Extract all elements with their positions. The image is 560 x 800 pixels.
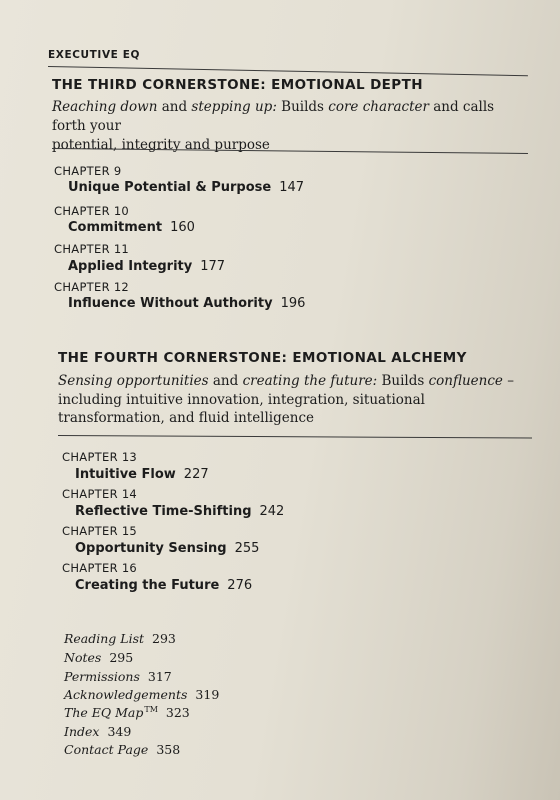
chapter-entry: Opportunity Sensing 255	[75, 541, 260, 556]
chapter-entry: Applied Integrity 177	[68, 259, 226, 274]
section-title-third: THE THIRD CORNERSTONE: EMOTIONAL DEPTH	[52, 77, 423, 93]
header-rule	[48, 66, 528, 76]
chapter-entry: Creating the Future 276	[75, 578, 253, 593]
chapter-label: CHAPTER 9	[54, 164, 122, 178]
back-matter-entry: Notes 295	[64, 650, 134, 665]
chapter-label: CHAPTER 11	[54, 242, 130, 256]
back-matter-entry: Reading List 293	[64, 631, 176, 646]
chapter-entry: Reflective Time-Shifting 242	[75, 504, 285, 519]
section-desc-fourth: Sensing opportunities and creating the future: Builds confluence – including intuitive innovation, integration, situational transformation, and fluid intelligence	[58, 373, 514, 426]
back-matter-entry: The EQ Map™ 323	[64, 705, 190, 721]
chapter-label: CHAPTER 16	[62, 561, 138, 575]
chapter-label: CHAPTER 14	[62, 487, 138, 501]
chapter-label: CHAPTER 15	[62, 524, 138, 538]
section-rule-fourth	[58, 435, 532, 438]
trademark-mark: TM	[144, 705, 158, 714]
back-matter-entry: Acknowledgements 319	[64, 687, 220, 702]
section-desc-third: Reaching down and stepping up: Builds core character and calls forth your potential, integrity and purpose	[52, 99, 495, 153]
chapter-label: CHAPTER 10	[54, 204, 130, 218]
section-title-fourth: THE FOURTH CORNERSTONE: EMOTIONAL ALCHEMY	[58, 350, 467, 366]
running-head: EXECUTIVE EQ	[48, 49, 140, 61]
chapter-entry: Intuitive Flow 227	[75, 467, 209, 482]
chapter-entry: Unique Potential & Purpose 147	[68, 180, 305, 195]
back-matter-entry: Index 349	[64, 724, 132, 739]
back-matter-entry: Contact Page 358	[64, 742, 181, 757]
chapter-entry: Commitment 160	[68, 220, 195, 235]
chapter-entry: Influence Without Authority 196	[68, 296, 306, 311]
back-matter-entry: Permissions 317	[64, 669, 172, 684]
chapter-label: CHAPTER 12	[54, 280, 130, 294]
chapter-label: CHAPTER 13	[62, 450, 138, 464]
